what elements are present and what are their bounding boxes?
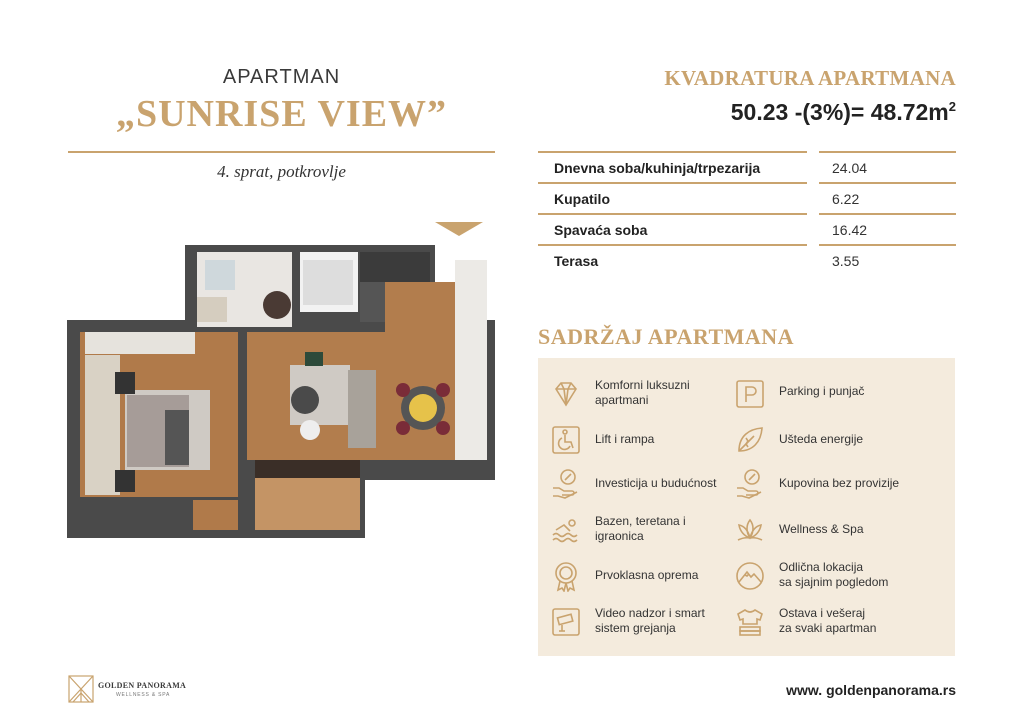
table-row — [538, 244, 956, 275]
header-divider — [68, 151, 495, 153]
medal-icon — [550, 560, 582, 592]
amenity-label: Lift i rampa — [595, 432, 655, 446]
area-table — [538, 151, 956, 275]
area-total — [560, 99, 956, 126]
room-name: Spavaća soba — [554, 222, 648, 238]
room-name: Dnevna soba/kuhinja/trpezarija — [554, 160, 761, 176]
floor-label: 4. sprat, potkrovlje — [217, 162, 346, 181]
website-link[interactable]: www. goldenpanorama.rs — [786, 682, 956, 698]
brand-name: GOLDEN PANORAMA — [98, 681, 187, 690]
amenity-label: Video nadzor i smart sistem grejanja — [595, 606, 705, 635]
room-name: Kupatilo — [554, 191, 610, 207]
amenity-label: Ušteda energije — [779, 432, 864, 446]
area-total-text: 50.23 -(3%)= 48.72m — [730, 99, 949, 125]
amenity-label: Wellness & Spa — [779, 522, 864, 536]
amenity-label: Prvoklasna oprema — [595, 568, 699, 582]
room-area: 3.55 — [832, 253, 860, 269]
table-row — [538, 151, 956, 182]
diamond-icon — [550, 378, 582, 410]
amenity-label: Ostava i vešeraj za svaki apartman — [779, 606, 877, 635]
percent-hand-icon — [734, 468, 766, 500]
room-area: 24.04 — [832, 160, 868, 176]
parking-icon — [734, 378, 766, 410]
terrace-floor — [255, 475, 360, 530]
laundry-icon — [734, 606, 766, 638]
lotus-icon — [734, 514, 766, 546]
mountain-icon — [734, 560, 766, 592]
amenity-label: Parking i punjač — [779, 384, 865, 398]
brand-subtitle: WELLNESS & SPA — [116, 692, 171, 698]
amenity-label: Odlična lokacija sa sjajnim pogledom — [779, 560, 889, 589]
amenity-label: Bazen, teretana i igraonica — [595, 514, 686, 543]
wheelchair-icon — [550, 424, 582, 456]
amenity-label: Komforni luksuzni apartmani — [595, 378, 690, 407]
amenity-label: Investicija u budućnost — [595, 476, 717, 490]
percent-hand-icon — [550, 468, 582, 500]
table-row — [538, 213, 956, 244]
room-area: 6.22 — [832, 191, 860, 207]
golden-panorama-logo — [68, 675, 94, 703]
amenities-title: SADRŽAJ APARTMANA — [538, 324, 795, 349]
swimmer-icon — [550, 514, 582, 546]
area-total-sup: 2 — [948, 99, 956, 114]
area-title: KVADRATURA APARTMANA — [664, 66, 956, 90]
amenities-panel — [538, 358, 955, 656]
apartment-name: „SUNRISE VIEW” — [115, 93, 448, 135]
room-area: 16.42 — [832, 222, 868, 238]
amenity-label: Kupovina bez provizije — [779, 476, 900, 490]
table-row — [538, 182, 956, 213]
apartment-label: APARTMAN — [222, 66, 341, 88]
camera-icon — [550, 606, 582, 638]
entrance-marker — [435, 222, 483, 236]
floor-plan-image — [55, 220, 505, 560]
leaf-icon — [734, 424, 766, 456]
room-name: Terasa — [554, 253, 599, 269]
